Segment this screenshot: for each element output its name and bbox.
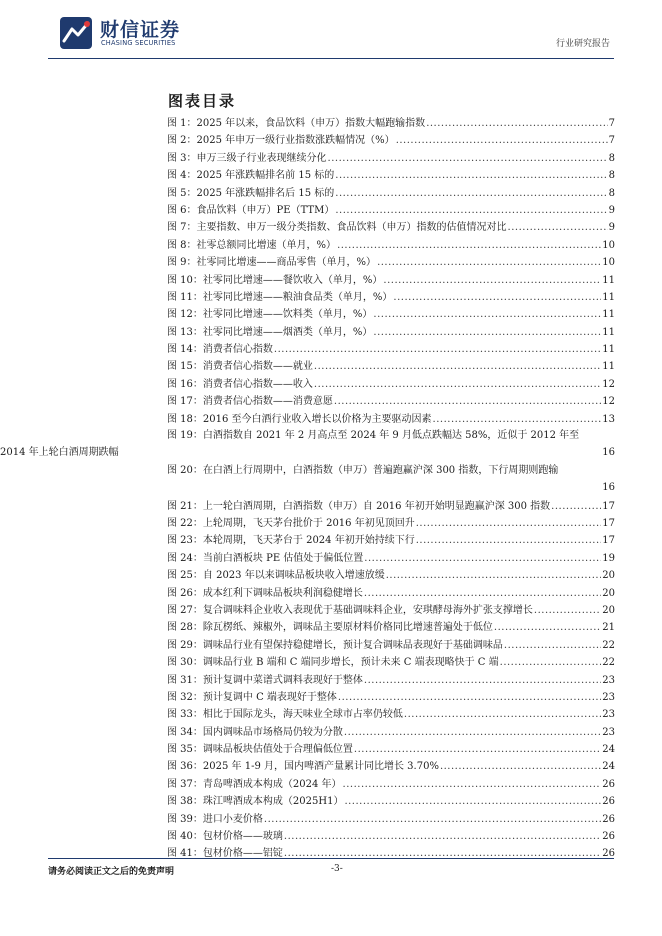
toc-entry[interactable]: 图 22：上轮周期，飞天茅台批价于 2016 年初见顶回升 ..... 17 <box>167 514 615 531</box>
toc-entry[interactable]: 图 30：调味品行业 B 端和 C 端同步增长，预计未来 C 端表现略快于 C 端 ..... 22 <box>167 653 615 670</box>
toc-entry[interactable]: 图 24：当前白酒板块 PE 估值处于偏低位置 ..... 19 <box>167 549 615 566</box>
toc-entry[interactable]: 图 32：预计复调中 C 端表现好于整体 ..... 23 <box>167 688 615 705</box>
company-logo <box>58 14 218 54</box>
toc-entry[interactable]: 图 6：食品饮料（申万）PE（TTM） ..... 9 <box>167 201 615 218</box>
logo-chinese-name: 财信证券 <box>100 19 181 41</box>
footer-divider <box>48 858 614 859</box>
figure-toc-list <box>0 114 615 862</box>
toc-entry[interactable]: 图 8：社零总额同比增速（单月，%） ..... 10 <box>167 236 615 253</box>
toc-entry[interactable]: 图 16：消费者信心指数——收入 ..... 12 <box>167 375 615 392</box>
toc-entry-wrapped[interactable]: 图 20：在白酒上行周期中，白酒指数（申万）普遍跑赢沪深 300 指数，下行周期则跑输 16 <box>167 464 615 494</box>
toc-entry[interactable]: 图 25：自 2023 年以来调味品板块收入增速放缓 ..... 20 <box>167 566 615 583</box>
toc-entry[interactable]: 图 33：相比于国际龙头，海天味业全球市占率仍较低 ..... 23 <box>167 705 615 722</box>
toc-entry[interactable]: 图 34：国内调味品市场格局仍较为分散 ..... 23 <box>167 723 615 740</box>
toc-entry[interactable]: 图 35：调味品板块估值处于合理偏低位置 ..... 24 <box>167 740 615 757</box>
toc-entry[interactable]: 图 38：珠江啤酒成本构成（2025H1） ..... 26 <box>167 792 615 809</box>
toc-entry[interactable]: 图 1：2025 年以来，食品饮料（申万）指数大幅跑输指数 ..... 7 <box>167 114 615 131</box>
toc-entry[interactable]: 图 29：调味品行业有望保持稳健增长，预计复合调味品表现好于基础调味品 ..... 22 <box>167 636 615 653</box>
toc-entry[interactable]: 图 5：2025 年涨跌幅排名后 15 标的 ..... 8 <box>167 184 615 201</box>
toc-entry[interactable]: 图 15：消费者信心指数——就业 ..... 11 <box>167 357 615 374</box>
toc-entry[interactable]: 图 26：成本红利下调味品板块利润稳健增长 ..... 20 <box>167 584 615 601</box>
toc-title: 图表目录 <box>168 92 237 110</box>
toc-entry[interactable]: 图 21：上一轮白酒周期，白酒指数（申万）自 2016 年初开始明显跑赢沪深 300 指数 ..... 17 <box>167 497 615 514</box>
toc-entry[interactable]: 图 12：社零同比增速——饮料类（单月，%） ..... 11 <box>167 305 615 322</box>
toc-entry[interactable]: 图 10：社零同比增速——餐饮收入（单月，%） ..... 11 <box>167 271 615 288</box>
page-header <box>48 14 614 54</box>
disclaimer-text: 请务必阅读正文之后的免责声明 <box>48 867 175 877</box>
header-divider <box>48 58 614 59</box>
toc-entry[interactable]: 图 13：社零同比增速——烟酒类（单月，%） ..... 11 <box>167 323 615 340</box>
toc-entry[interactable]: 图 36：2025 年 1-9 月，国内啤酒产量累计同比增长 3.70% ..... 24 <box>167 757 615 774</box>
toc-entry[interactable]: 图 2：2025 年申万一级行业指数涨跌幅情况（%） ..... 7 <box>167 131 615 148</box>
report-type-label: 行业研究报告 <box>555 39 610 49</box>
page-number: -3- <box>331 864 343 874</box>
toc-entry[interactable]: 图 18：2016 至今白酒行业收入增长以价格为主要驱动因素 ..... 13 <box>167 410 615 427</box>
toc-entry[interactable]: 图 11：社零同比增速——粮油食品类（单月，%） ..... 11 <box>167 288 615 305</box>
toc-entry[interactable]: 图 7：主要指数、申万一级分类指数、食品饮料（申万）指数的估值情况对比 ..... 9 <box>167 218 615 235</box>
toc-entry[interactable]: 图 9：社零同比增速——商品零售（单月，%） ..... 10 <box>167 253 615 270</box>
toc-entry-wrapped[interactable]: 图 19：白酒指数自 2021 年 2 月高点至 2024 年 9 月低点跌幅达 58%，近似于 2012 年至 2014 年上轮白酒周期跌幅 16 <box>0 430 615 459</box>
toc-entry[interactable]: 图 23：本轮周期，飞天茅台于 2024 年初开始持续下行 ..... 17 <box>167 531 615 548</box>
toc-entry[interactable]: 图 14：消费者信心指数 ..... 11 <box>167 340 615 357</box>
toc-entry[interactable]: 图 40：包材价格——玻璃 ..... 26 <box>167 827 615 844</box>
logo-english-name: CHASING SECURITIES <box>101 39 176 47</box>
toc-entry[interactable]: 图 41：包材价格——铝锭 ..... 26 <box>167 844 615 861</box>
toc-entry[interactable]: 图 31：预计复调中菜谱式调料表现好于整体 ..... 23 <box>167 671 615 688</box>
toc-entry[interactable]: 图 37：青岛啤酒成本构成（2024 年） ..... 26 <box>167 775 615 792</box>
toc-entry[interactable]: 图 3：申万三级子行业表现继续分化 ..... 8 <box>167 149 615 166</box>
toc-entry[interactable]: 图 39：进口小麦价格 ..... 26 <box>167 810 615 827</box>
logo-emblem-icon <box>58 15 94 51</box>
toc-entry[interactable]: 图 4：2025 年涨跌幅排名前 15 标的 ..... 8 <box>167 166 615 183</box>
toc-entry[interactable]: 图 28：除瓦楞纸、辣椒外，调味品主要原材料价格同比增速普遍处于低位 ..... 21 <box>167 618 615 635</box>
toc-entry[interactable]: 图 27：复合调味料企业收入表现优于基础调味料企业，安琪酵母海外扩张支撑增长 ..... 20 <box>167 601 615 618</box>
toc-entry[interactable]: 图 17：消费者信心指数——消费意愿 ..... 12 <box>167 392 615 409</box>
